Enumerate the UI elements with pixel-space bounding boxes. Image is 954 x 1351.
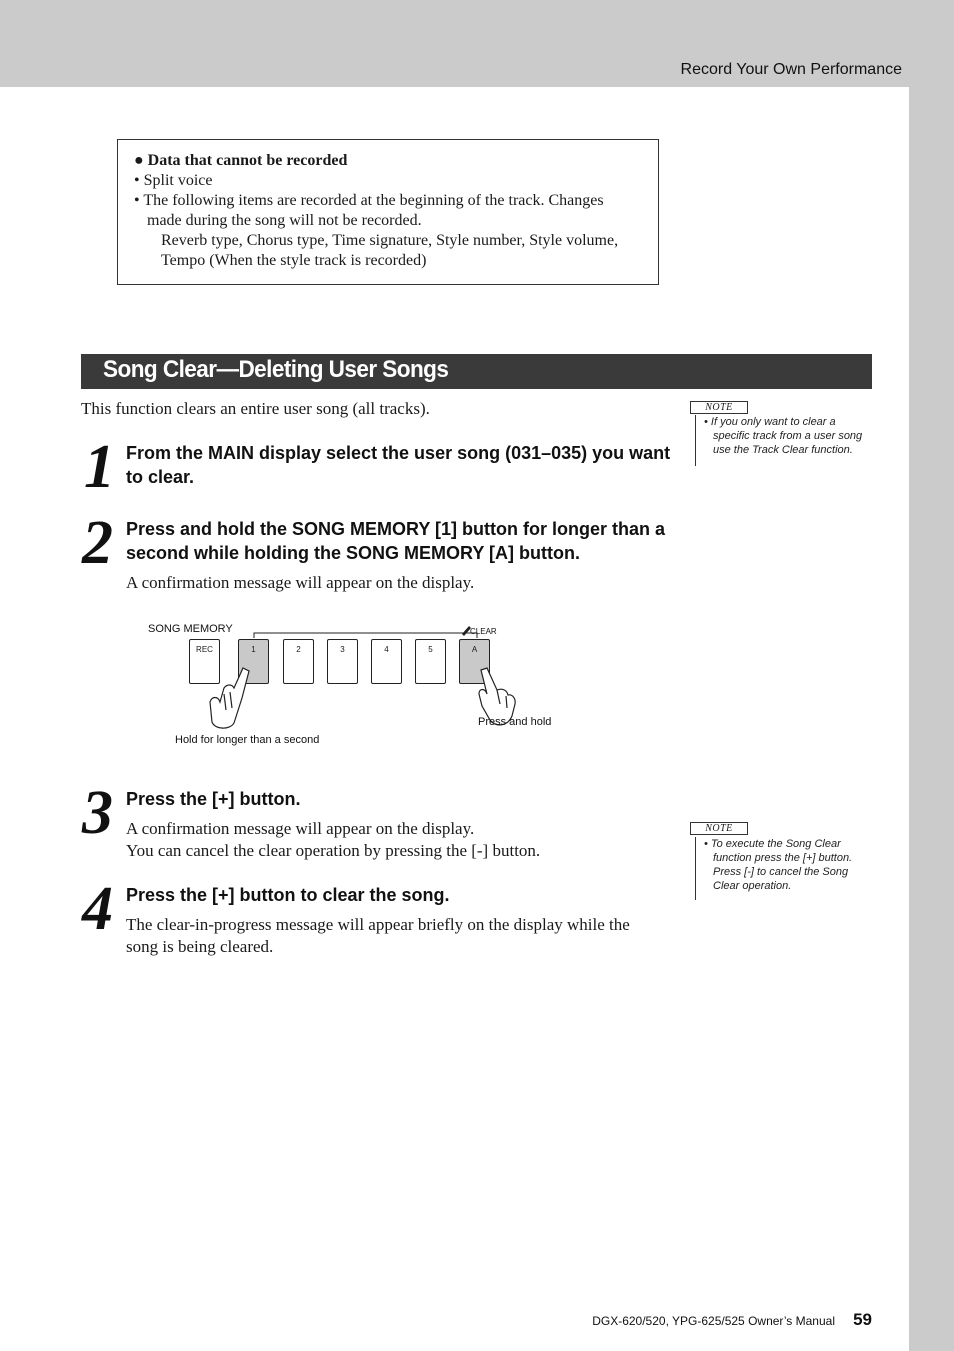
info-box-title: ● Data that cannot be recorded: [134, 152, 348, 169]
running-head: Record Your Own Performance: [680, 61, 902, 78]
page-number: 59: [853, 1310, 872, 1329]
song-memory-label: SONG MEMORY: [148, 623, 233, 635]
info-box-bullet: • The following items are recorded at the beginning of the track. Changes made during the song will not be recorded.: [134, 192, 604, 229]
key-3[interactable]: 3: [327, 639, 358, 684]
key-2[interactable]: 2: [283, 639, 314, 684]
step-number: 1: [84, 433, 115, 501]
step-body-line: A confirmation message will appear on the display.: [126, 819, 475, 838]
section-title: Song Clear—Deleting User Songs: [103, 356, 449, 383]
step-heading: Press the [+] button to clear the song.: [126, 885, 450, 905]
footer-manual-title: DGX-620/520, YPG-625/525 Owner’s Manual: [592, 1314, 835, 1328]
step-number: 3: [82, 779, 113, 847]
step-body: The clear-in-progress message will appear briefly on the display while the song is being cleared.: [126, 915, 630, 956]
hold-longer-label: Hold for longer than a second: [175, 734, 320, 746]
step-number: 4: [82, 875, 113, 943]
press-and-hold-label: Press and hold: [478, 716, 552, 728]
note-box: [695, 415, 875, 466]
info-box-sub-items: Reverb type, Chorus type, Time signature, Style number, Style volume, Tempo (When the style track is recorded): [161, 232, 619, 269]
note-text: • If you only want to clear a specific track from a user song use the Track Clear function.: [704, 416, 863, 456]
clear-label: CLEAR: [470, 627, 497, 636]
song-memory-diagram: [140, 618, 580, 758]
step-heading: Press and hold the SONG MEMORY [1] button for longer than a second while holding the SONG MEMORY [A] button.: [126, 519, 666, 563]
section-intro: This function clears an entire user song (all tracks).: [81, 399, 430, 418]
info-box-bullet: • Split voice: [134, 172, 213, 189]
note-tag: NOTE: [690, 401, 748, 414]
key-a[interactable]: A: [459, 639, 490, 684]
step-heading: Press the [+] button.: [126, 789, 301, 809]
step-body-line: You can cancel the clear operation by pressing the [-] button.: [126, 841, 541, 860]
key-rec[interactable]: REC: [189, 639, 220, 684]
hand-press-left-icon: [210, 668, 249, 728]
note-tag: NOTE: [690, 822, 748, 835]
key-1[interactable]: 1: [238, 639, 269, 684]
step-number: 2: [82, 509, 113, 577]
margin-band: [909, 87, 954, 1351]
key-4[interactable]: 4: [371, 639, 402, 684]
step-heading: From the MAIN display select the user song (031–035) you want to clear.: [126, 443, 671, 487]
note-box: [695, 837, 875, 900]
key-5[interactable]: 5: [415, 639, 446, 684]
step-body: A confirmation message will appear on the display.: [126, 573, 475, 592]
section-heading-bar: [81, 354, 872, 389]
note-text: • To execute the Song Clear function press the [+] button. Press [-] to cancel the Song Clear operation.: [704, 838, 853, 892]
info-box: [117, 139, 659, 285]
